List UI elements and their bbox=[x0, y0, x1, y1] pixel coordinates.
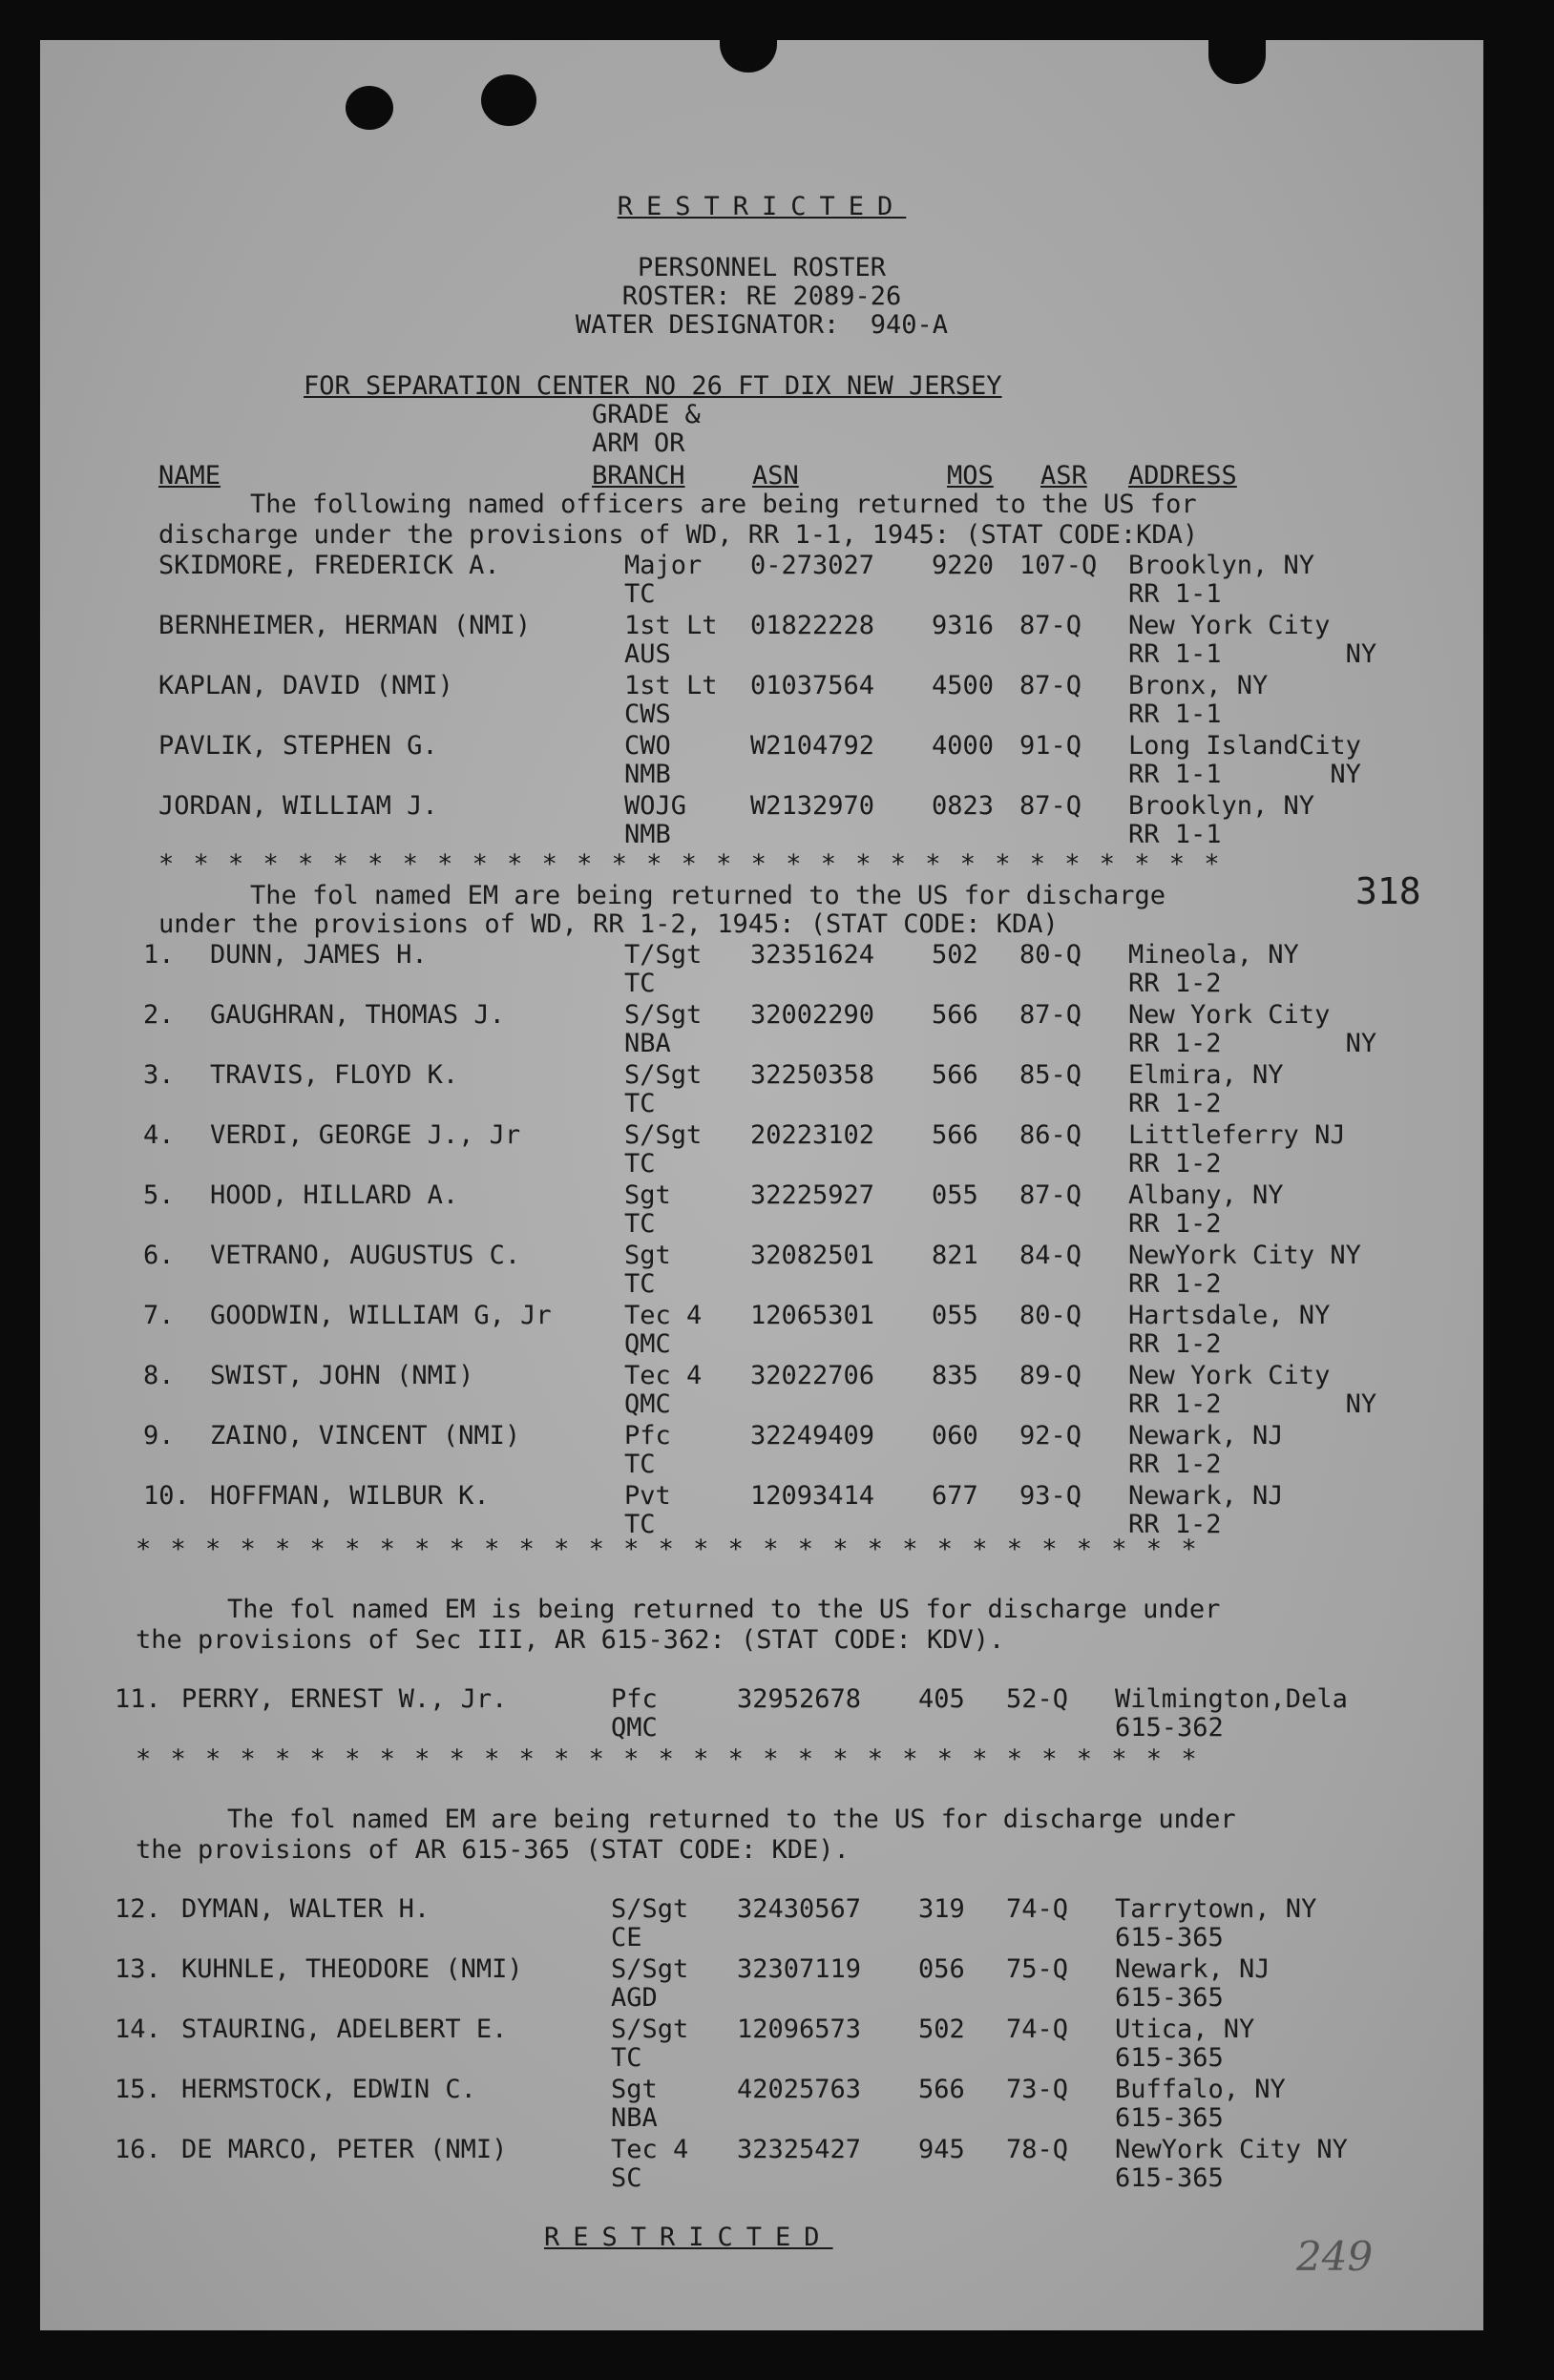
roster-entry-mos: 4000 bbox=[932, 731, 995, 761]
roster-entry-mos: 055 bbox=[932, 1180, 978, 1210]
roster-entry-address-line2: RR 1-2 bbox=[1128, 969, 1222, 998]
roster-entry-branch: TC bbox=[624, 1269, 656, 1299]
roster-entry-address: NewYork City NY bbox=[1128, 1241, 1361, 1270]
roster-entry-asn: 12065301 bbox=[750, 1301, 875, 1330]
roster-entry-asn: 32082501 bbox=[750, 1241, 875, 1270]
roster-entry-asn: 0-273027 bbox=[750, 551, 875, 580]
roster-entry-asr: 78-Q bbox=[1006, 2135, 1069, 2164]
roster-entry-name: DE MARCO, PETER (NMI) bbox=[181, 2135, 508, 2164]
roster-entry-address-line2: RR 1-1 bbox=[1128, 579, 1222, 609]
roster-entry-address-line2: RR 1-2 NY bbox=[1128, 1029, 1377, 1058]
roster-entry-name: HOFFMAN, WILBUR K. bbox=[210, 1481, 490, 1511]
separation-center: FOR SEPARATION CENTER NO 26 FT DIX NEW JERSEY bbox=[304, 371, 1002, 401]
roster-entry-name: KUHNLE, THEODORE (NMI) bbox=[181, 1954, 523, 1984]
section4-intro: The fol named EM are being returned to the US for discharge under bbox=[227, 1805, 1236, 1834]
roster-entry-address-line2: RR 1-2 bbox=[1128, 1209, 1222, 1239]
roster-entry-asn: 12093414 bbox=[750, 1481, 875, 1511]
roster-entry-grade: S/Sgt bbox=[611, 1894, 689, 1924]
section3-intro: The fol named EM is being returned to the US for discharge under bbox=[227, 1595, 1221, 1624]
roster-entry-mos: 502 bbox=[932, 940, 978, 970]
roster-entry-address-line2: 615-365 bbox=[1115, 2163, 1224, 2193]
roster-entry-asn: 32022706 bbox=[750, 1361, 875, 1390]
roster-entry-address-line2: RR 1-2 bbox=[1128, 1149, 1222, 1179]
roster-entry-grade: Sgt bbox=[611, 2075, 658, 2104]
roster-entry-name: PAVLIK, STEPHEN G. bbox=[158, 731, 438, 761]
roster-entry-grade: S/Sgt bbox=[611, 1954, 689, 1984]
roster-entry-name: DYMAN, WALTER H. bbox=[181, 1894, 430, 1924]
roster-entry-grade: S/Sgt bbox=[624, 1060, 703, 1090]
roster-entry-branch: AUS bbox=[624, 639, 671, 669]
restricted-heading-top: RESTRICTED bbox=[617, 192, 907, 221]
section1-intro: discharge under the provisions of WD, RR 1-1, 1945: (STAT CODE:KDA) bbox=[158, 520, 1199, 550]
roster-entry-asn: 12096573 bbox=[737, 2015, 862, 2044]
roster-entry-number: 15. bbox=[115, 2075, 161, 2104]
roster-entry-asn: 32325427 bbox=[737, 2135, 862, 2164]
roster-entry-number: 16. bbox=[115, 2135, 161, 2164]
roster-entry-name: DUNN, JAMES H. bbox=[210, 940, 428, 970]
roster-entry-asr: 92-Q bbox=[1019, 1421, 1082, 1451]
roster-entry-address: Long IslandCity bbox=[1128, 731, 1361, 761]
roster-entry-number: 4. bbox=[143, 1120, 175, 1150]
roster-entry-asn: 42025763 bbox=[737, 2075, 862, 2104]
roster-entry-branch: TC bbox=[624, 969, 656, 998]
roster-entry-asn: 32249409 bbox=[750, 1421, 875, 1451]
roster-number: ROSTER: RE 2089-26 bbox=[621, 282, 902, 311]
roster-entry-number: 12. bbox=[115, 1894, 161, 1924]
roster-entry-branch: TC bbox=[624, 579, 656, 609]
roster-entry-asr: 52-Q bbox=[1006, 1684, 1069, 1714]
roster-entry-name: GAUGHRAN, THOMAS J. bbox=[210, 1000, 505, 1030]
roster-entry-address-line2: RR 1-1 bbox=[1128, 699, 1222, 729]
section1-intro: The following named officers are being returned to the US for bbox=[250, 490, 1197, 519]
roster-entry-asn: 32351624 bbox=[750, 940, 875, 970]
roster-entry-number: 7. bbox=[143, 1301, 175, 1330]
column-header-address: ADDRESS bbox=[1128, 461, 1237, 491]
roster-entry-asr: 107-Q bbox=[1019, 551, 1098, 580]
roster-entry-branch: TC bbox=[624, 1209, 656, 1239]
roster-entry-name: TRAVIS, FLOYD K. bbox=[210, 1060, 459, 1090]
roster-entry-branch: CE bbox=[611, 1923, 642, 1952]
document-page bbox=[40, 40, 1483, 2330]
roster-entry-address: Tarrytown, NY bbox=[1115, 1894, 1317, 1924]
roster-entry-mos: 056 bbox=[918, 1954, 965, 1984]
section3-intro: the provisions of Sec III, AR 615-362: (STAT CODE: KDV). bbox=[136, 1625, 1005, 1655]
roster-entry-mos: 821 bbox=[932, 1241, 978, 1270]
column-header-grade: GRADE & bbox=[592, 400, 701, 429]
handwritten-page-number: 249 bbox=[1296, 2233, 1374, 2280]
roster-entry-mos: 566 bbox=[932, 1120, 978, 1150]
roster-entry-address: Hartsdale, NY bbox=[1128, 1301, 1331, 1330]
roster-entry-address-line2: 615-362 bbox=[1115, 1713, 1224, 1743]
roster-entry-mos: 566 bbox=[932, 1000, 978, 1030]
roster-entry-name: HERMSTOCK, EDWIN C. bbox=[181, 2075, 476, 2104]
roster-entry-branch: TC bbox=[624, 1149, 656, 1179]
roster-entry-asn: 01822228 bbox=[750, 611, 875, 640]
roster-entry-address: Buffalo, NY bbox=[1115, 2075, 1286, 2104]
roster-entry-address: Newark, NJ bbox=[1115, 1954, 1270, 1984]
roster-entry-address: Newark, NJ bbox=[1128, 1481, 1284, 1511]
roster-entry-name: GOODWIN, WILLIAM G, Jr bbox=[210, 1301, 552, 1330]
roster-entry-address: New York City bbox=[1128, 1000, 1331, 1030]
column-header-branch: BRANCH bbox=[592, 461, 685, 491]
roster-entry-number: 1. bbox=[143, 940, 175, 970]
roster-entry-grade: Tec 4 bbox=[624, 1361, 703, 1390]
roster-entry-grade: S/Sgt bbox=[611, 2015, 689, 2044]
roster-entry-address: Brooklyn, NY bbox=[1128, 791, 1315, 821]
roster-entry-name: STAURING, ADELBERT E. bbox=[181, 2015, 508, 2044]
roster-entry-branch: NMB bbox=[624, 820, 671, 849]
roster-entry-mos: 4500 bbox=[932, 671, 995, 700]
roster-entry-grade: Pfc bbox=[611, 1684, 658, 1714]
roster-entry-branch: TC bbox=[624, 1450, 656, 1479]
roster-entry-branch: CWS bbox=[624, 699, 671, 729]
roster-entry-grade: 1st Lt bbox=[624, 671, 718, 700]
roster-entry-number: 10. bbox=[143, 1481, 190, 1511]
roster-entry-asn: 32250358 bbox=[750, 1060, 875, 1090]
roster-entry-asr: 91-Q bbox=[1019, 731, 1082, 761]
column-header-mos: MOS bbox=[947, 461, 994, 491]
roster-entry-name: JORDAN, WILLIAM J. bbox=[158, 791, 438, 821]
margin-page-number: 318 bbox=[1355, 870, 1421, 912]
roster-entry-name: VERDI, GEORGE J., Jr bbox=[210, 1120, 521, 1150]
roster-entry-number: 8. bbox=[143, 1361, 175, 1390]
roster-entry-asr: 85-Q bbox=[1019, 1060, 1082, 1090]
roster-entry-address-line2: RR 1-1 bbox=[1128, 820, 1222, 849]
roster-title: PERSONNEL ROSTER bbox=[637, 253, 887, 282]
roster-entry-grade: Pvt bbox=[624, 1481, 671, 1511]
roster-entry-asr: 84-Q bbox=[1019, 1241, 1082, 1270]
column-header-name: NAME bbox=[158, 461, 221, 491]
roster-entry-asn: 20223102 bbox=[750, 1120, 875, 1150]
roster-entry-grade: CWO bbox=[624, 731, 671, 761]
roster-entry-name: KAPLAN, DAVID (NMI) bbox=[158, 671, 453, 700]
roster-entry-asn: 32225927 bbox=[750, 1180, 875, 1210]
roster-entry-mos: 9220 bbox=[932, 551, 995, 580]
roster-entry-address-line2: RR 1-1 NY bbox=[1128, 760, 1361, 789]
roster-entry-branch: SC bbox=[611, 2163, 642, 2193]
roster-entry-grade: Pfc bbox=[624, 1421, 671, 1451]
roster-entry-address-line2: RR 1-2 NY bbox=[1128, 1389, 1377, 1419]
roster-entry-name: VETRANO, AUGUSTUS C. bbox=[210, 1241, 521, 1270]
roster-entry-mos: 566 bbox=[918, 2075, 965, 2104]
roster-entry-address-line2: 615-365 bbox=[1115, 1923, 1224, 1952]
roster-entry-branch: TC bbox=[624, 1510, 656, 1539]
roster-entry-number: 11. bbox=[115, 1684, 161, 1714]
roster-entry-address-line2: 615-365 bbox=[1115, 2043, 1224, 2073]
roster-entry-asr: 89-Q bbox=[1019, 1361, 1082, 1390]
roster-entry-address: Newark, NJ bbox=[1128, 1421, 1284, 1451]
roster-entry-number: 6. bbox=[143, 1241, 175, 1270]
roster-entry-mos: 319 bbox=[918, 1894, 965, 1924]
column-header-asn: ASN bbox=[752, 461, 799, 491]
roster-entry-mos: 060 bbox=[932, 1421, 978, 1451]
roster-entry-number: 3. bbox=[143, 1060, 175, 1090]
roster-entry-name: SWIST, JOHN (NMI) bbox=[210, 1361, 474, 1390]
roster-entry-branch: TC bbox=[624, 1089, 656, 1118]
roster-entry-grade: Tec 4 bbox=[624, 1301, 703, 1330]
section2-intro: under the provisions of WD, RR 1-2, 1945: (STAT CODE: KDA) bbox=[158, 909, 1059, 939]
roster-entry-grade: T/Sgt bbox=[624, 940, 703, 970]
separator-stars: * * * * * * * * * * * * * * * * * * * * * * * * * * * * * * * bbox=[158, 849, 1222, 879]
roster-entry-branch: NBA bbox=[624, 1029, 671, 1058]
roster-entry-mos: 945 bbox=[918, 2135, 965, 2164]
roster-entry-address-line2: RR 1-2 bbox=[1128, 1329, 1222, 1359]
roster-entry-address-line2: RR 1-2 bbox=[1128, 1450, 1222, 1479]
roster-entry-grade: Tec 4 bbox=[611, 2135, 689, 2164]
roster-entry-number: 14. bbox=[115, 2015, 161, 2044]
roster-entry-address: Wilmington,Dela bbox=[1115, 1684, 1348, 1714]
roster-entry-number: 13. bbox=[115, 1954, 161, 1984]
roster-entry-grade: Sgt bbox=[624, 1180, 671, 1210]
roster-entry-address-line2: RR 1-2 bbox=[1128, 1269, 1222, 1299]
roster-entry-address: New York City bbox=[1128, 1361, 1331, 1390]
roster-entry-asr: 86-Q bbox=[1019, 1120, 1082, 1150]
column-header-asr: ASR bbox=[1040, 461, 1087, 491]
roster-entry-name: PERRY, ERNEST W., Jr. bbox=[181, 1684, 508, 1714]
roster-entry-address: Brooklyn, NY bbox=[1128, 551, 1315, 580]
roster-entry-asn: 32002290 bbox=[750, 1000, 875, 1030]
water-designator: WATER DESIGNATOR: 940-A bbox=[575, 310, 949, 340]
roster-entry-address: Utica, NY bbox=[1115, 2015, 1255, 2044]
roster-entry-asr: 87-Q bbox=[1019, 671, 1082, 700]
roster-entry-address: NewYork City NY bbox=[1115, 2135, 1348, 2164]
roster-entry-asn: 32307119 bbox=[737, 1954, 862, 1984]
roster-entry-mos: 502 bbox=[918, 2015, 965, 2044]
roster-entry-address-line2: 615-365 bbox=[1115, 2103, 1224, 2133]
roster-entry-asr: 87-Q bbox=[1019, 611, 1082, 640]
restricted-heading-bottom: RESTRICTED bbox=[544, 2223, 833, 2252]
roster-entry-asn: 32952678 bbox=[737, 1684, 862, 1714]
roster-entry-address: Elmira, NY bbox=[1128, 1060, 1284, 1090]
roster-entry-asr: 75-Q bbox=[1006, 1954, 1069, 1984]
roster-entry-asn: W2104792 bbox=[750, 731, 875, 761]
roster-entry-asr: 87-Q bbox=[1019, 1180, 1082, 1210]
roster-entry-branch: QMC bbox=[624, 1389, 671, 1419]
roster-entry-asn: 32430567 bbox=[737, 1894, 862, 1924]
roster-entry-address-line2: RR 1-2 bbox=[1128, 1089, 1222, 1118]
roster-entry-address: Bronx, NY bbox=[1128, 671, 1269, 700]
roster-entry-branch: QMC bbox=[624, 1329, 671, 1359]
roster-entry-grade: Major bbox=[624, 551, 703, 580]
roster-entry-address-line2: 615-365 bbox=[1115, 1983, 1224, 2013]
roster-entry-number: 9. bbox=[143, 1421, 175, 1451]
section2-intro: The fol named EM are being returned to the US for discharge bbox=[250, 881, 1166, 910]
roster-entry-asr: 73-Q bbox=[1006, 2075, 1069, 2104]
roster-entry-asr: 74-Q bbox=[1006, 2015, 1069, 2044]
separator-stars: * * * * * * * * * * * * * * * * * * * * * * * * * * * * * * * bbox=[136, 1744, 1199, 1774]
roster-entry-asr: 74-Q bbox=[1006, 1894, 1069, 1924]
roster-entry-name: HOOD, HILLARD A. bbox=[210, 1180, 459, 1210]
roster-entry-grade: S/Sgt bbox=[624, 1000, 703, 1030]
roster-entry-address-line2: RR 1-1 NY bbox=[1128, 639, 1377, 669]
roster-entry-address: New York City bbox=[1128, 611, 1331, 640]
punch-hole bbox=[1208, 40, 1266, 84]
punch-hole bbox=[481, 74, 536, 126]
roster-entry-grade: S/Sgt bbox=[624, 1120, 703, 1150]
roster-entry-branch: QMC bbox=[611, 1713, 658, 1743]
roster-entry-grade: WOJG bbox=[624, 791, 687, 821]
roster-entry-name: SKIDMORE, FREDERICK A. bbox=[158, 551, 500, 580]
roster-entry-number: 5. bbox=[143, 1180, 175, 1210]
roster-entry-mos: 0823 bbox=[932, 791, 995, 821]
column-header-arm: ARM OR bbox=[592, 428, 685, 458]
roster-entry-mos: 835 bbox=[932, 1361, 978, 1390]
roster-entry-number: 2. bbox=[143, 1000, 175, 1030]
roster-entry-asr: 80-Q bbox=[1019, 940, 1082, 970]
punch-hole bbox=[720, 40, 777, 73]
roster-entry-mos: 405 bbox=[918, 1684, 965, 1714]
roster-entry-branch: NBA bbox=[611, 2103, 658, 2133]
roster-entry-asr: 87-Q bbox=[1019, 1000, 1082, 1030]
roster-entry-asr: 80-Q bbox=[1019, 1301, 1082, 1330]
roster-entry-asn: 01037564 bbox=[750, 671, 875, 700]
roster-entry-address-line2: RR 1-2 bbox=[1128, 1510, 1222, 1539]
roster-entry-mos: 677 bbox=[932, 1481, 978, 1511]
roster-entry-name: ZAINO, VINCENT (NMI) bbox=[210, 1421, 521, 1451]
separator-stars: * * * * * * * * * * * * * * * * * * * * * * * * * * * * * * * bbox=[136, 1534, 1199, 1564]
roster-entry-asr: 87-Q bbox=[1019, 791, 1082, 821]
roster-entry-mos: 566 bbox=[932, 1060, 978, 1090]
roster-entry-address: Littleferry NJ bbox=[1128, 1120, 1346, 1150]
roster-entry-grade: Sgt bbox=[624, 1241, 671, 1270]
roster-entry-branch: AGD bbox=[611, 1983, 658, 2013]
roster-entry-address: Mineola, NY bbox=[1128, 940, 1299, 970]
roster-entry-branch: NMB bbox=[624, 760, 671, 789]
roster-entry-asn: W2132970 bbox=[750, 791, 875, 821]
punch-hole bbox=[346, 86, 393, 130]
roster-entry-address: Albany, NY bbox=[1128, 1180, 1284, 1210]
roster-entry-name: BERNHEIMER, HERMAN (NMI) bbox=[158, 611, 532, 640]
section4-intro: the provisions of AR 615-365 (STAT CODE: KDE). bbox=[136, 1835, 850, 1865]
roster-entry-asr: 93-Q bbox=[1019, 1481, 1082, 1511]
roster-entry-branch: TC bbox=[611, 2043, 642, 2073]
roster-entry-grade: 1st Lt bbox=[624, 611, 718, 640]
roster-entry-mos: 055 bbox=[932, 1301, 978, 1330]
roster-entry-mos: 9316 bbox=[932, 611, 995, 640]
